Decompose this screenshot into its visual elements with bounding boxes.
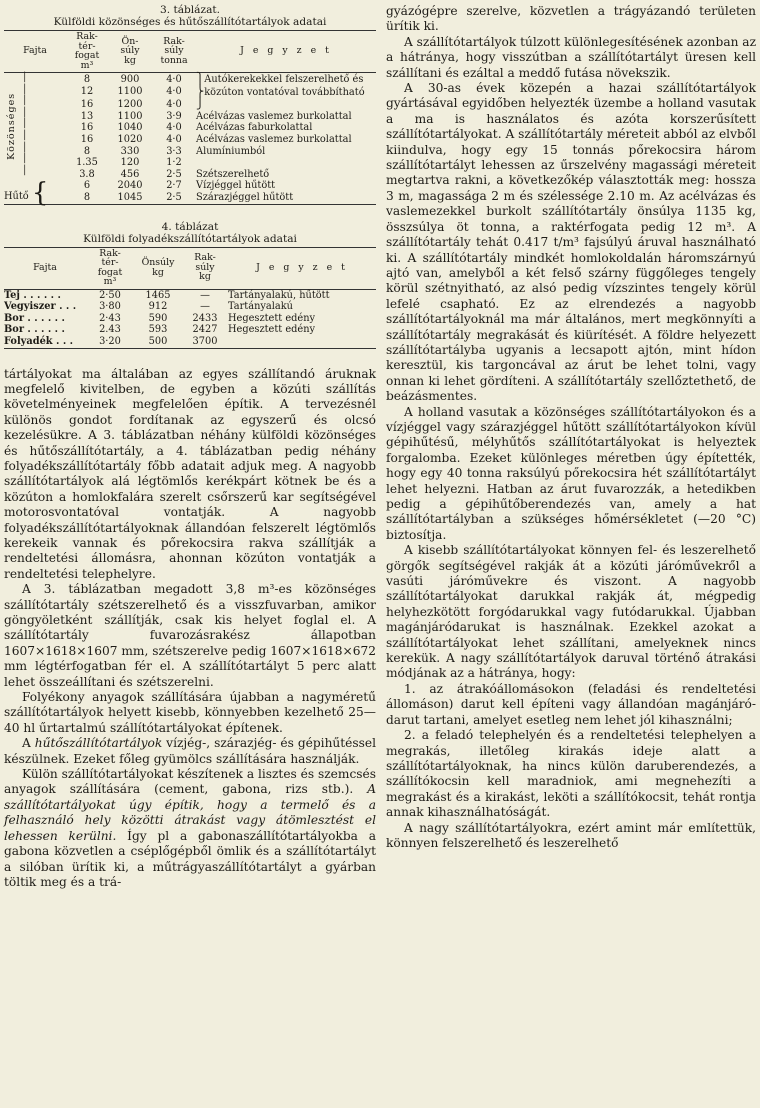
table-row: Közönséges │ │ │ │ │ │ │ │ │ 8 900 4·0 ⎫Autókerekekkel felszerelhető és (4, 73, 376, 86)
paragraph-right-4: A holland vasutak a közönséges szállítótartályokon és a vízjéggel vagy szárazjéggel hűtött szállítótartályokon kívül gépihűtésű, mélyhűtős szállítótartályokat is helyeztek forgalomba. Ezeket különleges méretben úgy építették, hogy egy 40 tonna raksúlyú pőrekocsira hét szállítótartályt lehet helyezni. Hatban az árut fuvarozzák, a hetedikben pedig a gépihűtőberendezés van, amely a hat szállítótartályban a szükséges hőmérsékletet (—20 °C) biztosítja. (386, 404, 756, 542)
table4-head-load: Rak- súly kg (194, 252, 216, 283)
paragraph-left-1: tártályokat ma általában az egyes szállítandó áruknak megfelelő kivitelben, de egyben a közúti szállítás követelményeinek megfelelően építik. A tervezésnél különös gondot fordítanak az egyszerű és olcsó kezelésükre. A 3. táblázatban néhány külföldi közönséges és hűtőszállítótartály, a 4. táblázatban pedig néhány folyadékszállítótartály főbb adatait adjuk meg. A nagyobb szállítótartályok alá légtömlős kerékpárt kötnek be és a közúton a homlokfalára szerelt csőrszerű kar segítségével motorosvontatóval vontatják. A nagyobb folyadékszállítótartályoknak állandóan felszerelt légtömlős kerekeik vannak és pőrekocsira rakva szállítják a rendeltetési állomásra, ahonnan közúton vontatják a rendeltetési telephelyre. (4, 366, 376, 581)
table3 (4, 31, 376, 209)
table-row: 8 330 3·3 Alumíniumból (83, 145, 266, 157)
paragraph-left-2: A 3. táblázatban megadott 3,8 m³-es közönséges szállítótartály szétszerelhető és a visszfuvarban, amikor göngyöletként szállítják, csak kis helyet foglal el. A szállítótartály fuvarozásrakész állapotban 1607×1618×1607 mm, szétszerelve pedig 1607×1618×672 mm légtérfogatban fér el. A szállítótartályt 5 perc alatt lehet összeállítani és szétszerelni. (4, 582, 376, 689)
emphasis-huto: hűtőszállítótartályok (34, 736, 163, 751)
table3-header (4, 31, 376, 73)
table4 (4, 248, 376, 349)
table4-body (4, 289, 376, 348)
row-brace: ⎭ (196, 97, 205, 111)
table-row: Tej . . . . . . 2·50 1465 — Tartányalakú, hűtött (4, 289, 330, 301)
table4-head-weight: Önsúly kg (141, 257, 175, 278)
group-brace-huto: { (31, 178, 49, 209)
table3-head-volume: Rak- tér- fogat m³ (74, 31, 100, 71)
paragraph-left-3: Folyékony anyagok szállítására újabban a nagyméretű szállítótartályok helyett kisebb, könnyebben kezelhető 25—40 hl űrtartalmú szállítótartályokat építenek. (4, 690, 376, 735)
table-row: 16 1020 4·0 Acélvázas vaslemez burkolattal (80, 133, 352, 145)
table4-caption: 4. táblázat (161, 220, 219, 233)
table-row: 12 1100 4·0 ⎬közúton vontatóval továbbítható (80, 84, 365, 98)
table-row: 16 1040 4·0 Acélvázas faburkolattal (80, 122, 313, 134)
group-label-kozonseges: Közönséges (6, 92, 18, 160)
table-row: 13 1100 3·9 Acélvázas vaslemez burkolattal (80, 110, 352, 122)
table4-title: Külföldi folyadékszállítótartályok adatai (83, 232, 297, 245)
left-column (4, 4, 376, 890)
paragraph-right-5: A kisebb szállítótartályokat könnyen fel- és leszerelhető görgők segítségével rakják át a közúti járóművekről a vasúti járóművekre és viszont. A nagyobb szállítótartályokat darukkal rakják át, mégpedig helyhezkötött forgódarukkal vagy futódarukkal. Újabban magánjáródarukat is használnak. Ezekkel azokat a szállítótartályokat lehet szállítani, amelyeknek nincs kerekük. A nagy szállítótartályok daruval történő átrakási módjának az a hátránya, hogy: (386, 543, 756, 681)
table4-head-fajta: Fajta (33, 261, 57, 273)
group-brace-kozonseges: │ │ │ │ │ │ │ │ │ (22, 73, 28, 176)
table3-caption: 3. táblázat. (159, 4, 221, 16)
table-row: Bor . . . . . . 2.43 593 2427 Hegesztett edény (4, 324, 316, 336)
table4-header (4, 248, 376, 290)
paragraph-huto: A hűtőszállítótartályok vízjég-, szárazjég- és gépihűtéssel készülnek. Ezeket főleg gyümölcs szállítására használják. (4, 736, 376, 766)
table3-title: Külföldi közönséges és hűtőszállítótartályok adatai (53, 16, 327, 28)
table3-head-weight: Ön- súly kg (120, 35, 140, 66)
table-row: Folyadék . . . 3·20 500 3700 (4, 336, 376, 348)
right-column (386, 4, 756, 851)
table-row: Vegyiszer . . . 3·80 912 — Tartányalakú (4, 301, 293, 313)
list-item-1: 1. az átrakóállomásokon (feladási és rendeltetési állomáson) darut kell építeni vagy állandóan magánjáró-darut tartani, amelyet esetleg nem lehet jól kihasználni; (386, 681, 756, 727)
table3-body (4, 72, 376, 209)
paragraph-right-2: A szállítótartályok túlzott különlegesítésének azonban az a hátránya, hogy visszútban a szállítótartályt üresen kell szállítani és ezáltal a meddő futása növekszik. (386, 34, 756, 80)
paragraph-right-last: A nagy szállítótartályokra, ezért amint már említettük, könnyen felszerelhető és leszerelhető (386, 820, 756, 850)
table-row: 8 1045 2·5 Szárazjéggel hűtött (4, 192, 376, 204)
table-row: 1.35 120 1·2 (76, 157, 182, 169)
row-brace: ⎫ (196, 72, 205, 85)
group-label-huto: Hűtő (4, 191, 29, 203)
table-row: Bor . . . . . . 2·43 590 2433 Hegesztett edény (4, 312, 316, 324)
paragraph-kulon: Külön szállítótartályokat készítenek a lisztes és szemcsés anyagok szállítására (cement, gabona, rizs stb.). A szállítótartályokat úgy építik, hogy a termelő és a felhasználó hely közötti átrakást vagy átömlesztést el lehessen kerülni. Így pl a gabonaszállítótartályokba a gabona közvetlen a cséplőgépből ömlik és a szállítótartályt a silóban ürítik ki, a műtrágyaszállítótartályt a gyárban töltik meg és a trá- (4, 767, 376, 889)
paragraph-right-1: gyázógépre szerelve, közvetlen a trágyázandó területen ürítik ki. (386, 4, 756, 34)
table3-head-fajta: Fajta (23, 45, 47, 57)
table3-head-note: J e g y z e t (240, 45, 332, 57)
table-row: 16 1200 4·0 ⎭ (80, 97, 205, 111)
paragraph-right-3: A 30-as évek közepén a hazai szállítótartályok gyártásával egyidőben helyezték üzembe a holland vasutak a ma is használatos és azóta korszerűsített szállítótartályokat. A szállítótartály méreteit abból az elvből kiindulva, hogy egy 15 tonnás pőrekocsira három szállítótartályt lehessen az űrszelvény magassági méreteit megtartva rakni, a következőkép választották meg: hossza 3 m, magassága 2 m és szélessége 2.10 m. Az acélvázas és vaslemezekkel burkolt szállítótartály önsúlya 1135 kg, összsúlya öt tonna, a raktérfogata pedig 12 m³. A szállítótartály tehát 0.417 t/m³ fajsúlyú áruval használható ki. A szállítótartály mindkét homlokoldalán háromszárnyú ajtó van, amelyből a két felső szárny függőleges tengely körül szétnyitható, az alsó pedig vízszintes tengely körül lefelé csapható. Ez az elrendezés a nagyobb szállítótartályoknál ma már általános, mert megkönnyíti a szállítótartály megrakását és kiürítését. A földre helyezett szállítótartályba ugyanis a lecsapott ajtón, mint hídon keresztül, kis targoncával az árut be lehet tolni, vagy onnan ki lehet gördíteni. A szállítótartály szellőztethető, de beázásmentes. (386, 81, 756, 404)
table-row: Hűtő { 6 2040 2·7 Vízjéggel hűtött (4, 178, 276, 209)
table4-head-note: J e g y z e t (256, 261, 348, 273)
table3-head-load: Rak- súly tonna (160, 35, 188, 66)
row-brace: ⎬ (196, 84, 205, 98)
list-item-2: 2. a feladó telephelyén és a rendeltetési telephelyen a megrakás, illetőleg kirakás ideje alatt a szállítótartályoknak, ha nincs külön daruberendezés, a szállítókocsin kell maradniok, ami megnehezíti a megrakást és a kirakást, leköti a szállítókocsit, tehát rontja annak kihasználhatóságát. (386, 728, 756, 820)
table4-head-volume: Rak- tér- fogat m³ (97, 247, 123, 288)
emphasis-kulon: A szállítótartályokat úgy építik, hogy a termelő és a felhasználó hely közötti átrakást vagy átömlesztést el lehessen kerülni. (4, 782, 376, 843)
table-row: 3.8 456 2·5 Szétszerelhető (79, 168, 270, 180)
